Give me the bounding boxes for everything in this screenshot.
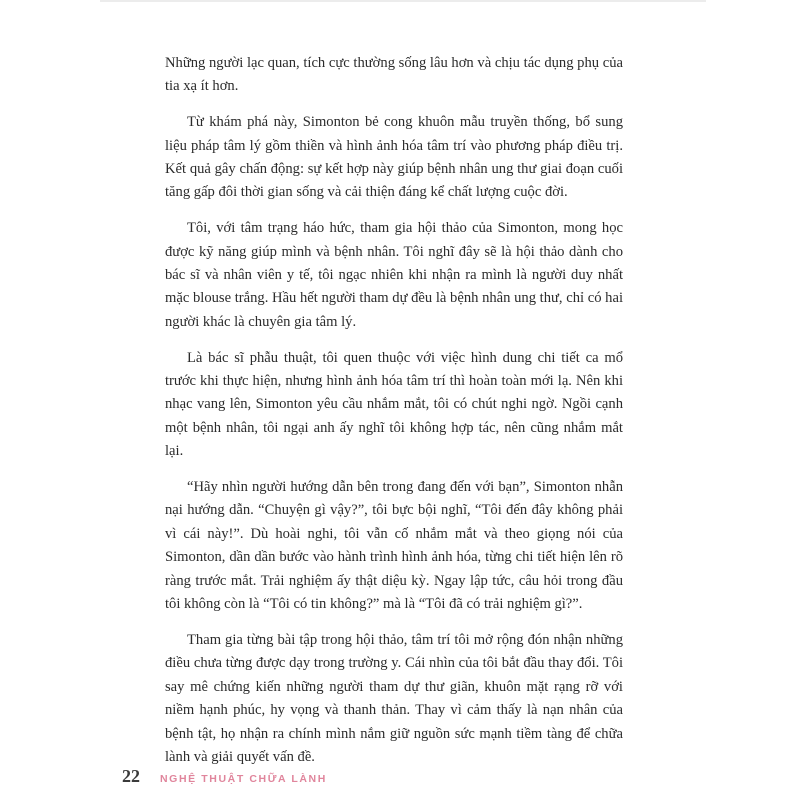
running-title: NGHỆ THUẬT CHỮA LÀNH <box>160 773 327 785</box>
top-edge-line <box>100 0 706 2</box>
paragraph-4: Là bác sĩ phẫu thuật, tôi quen thuộc với việc hình dung chi tiết ca mổ trước khi thực hiện, nhưng hình ảnh hóa tâm trí thì hoàn toàn mới lạ. Nên khi nhạc vang lên, Simonton yêu cầu nhắm mắt, tôi có chút nghi ngờ. Ngồi cạnh một bệnh nhân, tôi ngại anh ấy nghĩ tôi không hợp tác, nên cũng nhắm mắt lại. <box>165 349 623 460</box>
paragraph-2: Từ khám phá này, Simonton bẻ cong khuôn mẫu truyền thống, bổ sung liệu pháp tâm lý gồm thiền và hình ảnh hóa tâm trí vào phương pháp điều trị. Kết quả gây chấn động: sự kết hợp này giúp bệnh nhân ung thư giai đoạn cuối tăng gấp đôi thời gian sống và cải thiện đáng kể chất lượng cuộc đời. <box>165 114 623 201</box>
page-footer <box>122 766 327 790</box>
paragraph-3: Tôi, với tâm trạng háo hức, tham gia hội thảo của Simonton, mong học được kỹ năng giúp mình và bệnh nhân. Tôi nghĩ đây sẽ là hội thảo dành cho bác sĩ và nhân viên y tế, tôi ngạc nhiên khi nhận ra mình là người duy nhất mặc blouse trắng. Hầu hết người tham dự đều là bệnh nhân ung thư, chỉ có hai người khác là chuyên gia tâm lý. <box>165 220 623 330</box>
paragraph-6: Tham gia từng bài tập trong hội thảo, tâm trí tôi mở rộng đón nhận những điều chưa từng được dạy trong trường y. Cái nhìn của tôi bắt đầu thay đổi. Tôi say mê chứng kiến những người tham dự thư giãn, khuôn mặt rạng rỡ với niềm hạnh phúc, hy vọng và thanh thản. Thay vì cảm thấy là nạn nhân của bệnh tật, họ nhận ra chính mình nắm giữ nguồn sức mạnh tiềm tàng để chữa lành và giải quyết vấn đề. <box>165 631 623 765</box>
page-number: 22 <box>122 766 140 786</box>
body-text <box>165 52 623 782</box>
paragraph-5: “Hãy nhìn người hướng dẫn bên trong đang đến với bạn”, Simonton nhẫn nại hướng dẫn. “Chuyện gì vậy?”, tôi bực bội nghĩ, “Tôi đến đây không phải vì cái này!”. Dù hoài nghi, tôi vẫn cố nhắm mắt và theo giọng nói của Simonton, dần dần bước vào hành trình hình ảnh hóa, từng chi tiết hiện lên rõ ràng trước mắt. Trải nghiệm ấy thật diệu kỳ. Ngay lập tức, câu hỏi trong đầu tôi không còn là “Tôi có tin không?” mà là “Tôi đã có trải nghiệm gì?”. <box>165 479 623 613</box>
paragraph-1: Những người lạc quan, tích cực thường sống lâu hơn và chịu tác dụng phụ của tia xạ ít hơn. <box>165 55 623 95</box>
